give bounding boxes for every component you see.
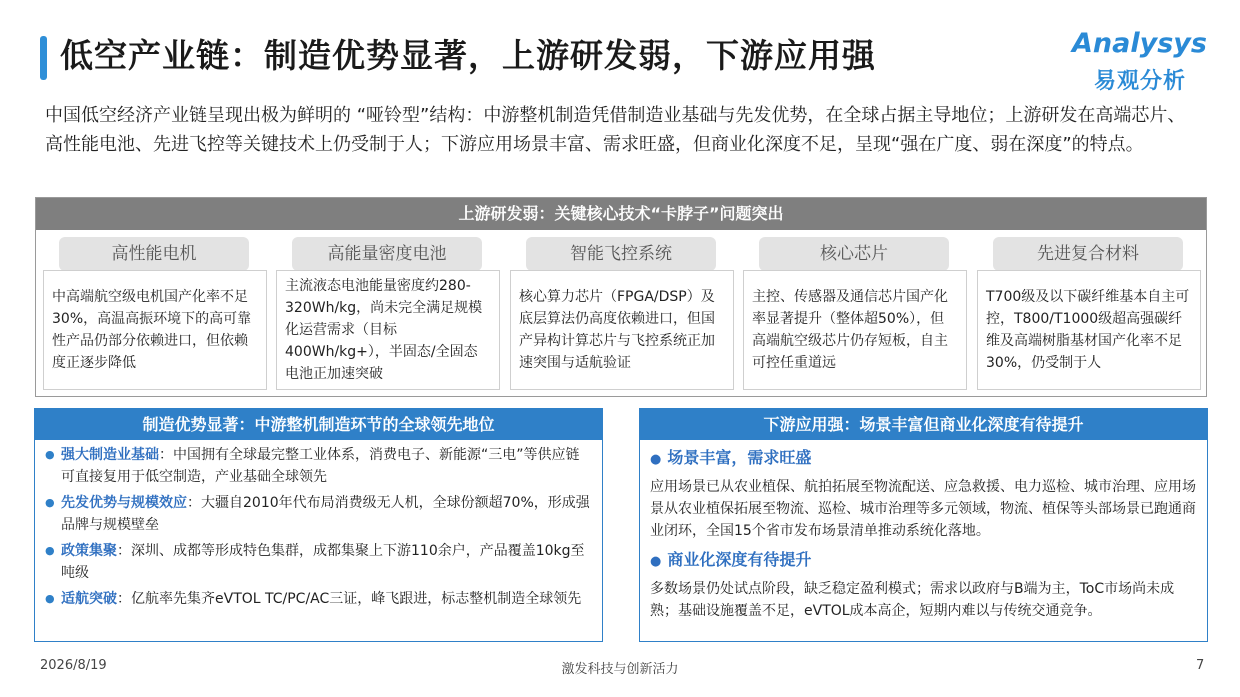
tab-high-energy-battery: 高能量密度电池 xyxy=(292,237,482,271)
card-text: 主控、传感器及通信芯片国产化率显著提升（整体超50%），但高端航空级芯片仍存短板，自主可控任重道远 xyxy=(752,289,948,371)
logo-chinese: 易观分析 xyxy=(1094,69,1187,94)
card-text: 中高端航空级电机国产化率不足30%，高温高振环境下的高可靠性产品仍部分依赖进口，但依赖度正逐步降低 xyxy=(52,289,252,371)
card-chip xyxy=(743,270,967,390)
upstream-section xyxy=(35,197,1207,397)
footer-date: 2026/8/19 xyxy=(40,658,107,673)
page-number: 7 xyxy=(1196,658,1205,673)
upstream-header: 上游研发弱：关键核心技术“卡脖子”问题突出 xyxy=(36,198,1206,230)
card-text: 核心算力芯片（FPGA/DSP）及底层算法仍高度依赖进口，但国产异构计算芯片与飞控系统正加速突围与适航验证 xyxy=(519,289,715,371)
list-item xyxy=(45,492,590,536)
midstream-bullets xyxy=(35,440,602,610)
title-accent-bar xyxy=(40,36,47,80)
logo-english: Analysys xyxy=(1072,28,1207,59)
midstream-panel xyxy=(34,408,603,642)
subheading-text: 商业化深度有待提升 xyxy=(667,550,812,569)
bullet-dot-icon: ● xyxy=(650,554,662,569)
bullet-key: 政策集聚 xyxy=(61,543,117,559)
footer-slogan: 激发科技与创新活力 xyxy=(561,662,679,677)
list-item xyxy=(45,540,590,584)
downstream-header: 下游应用强：场景丰富但商业化深度有待提升 xyxy=(640,409,1207,440)
bullet-text: ：大疆自2010年代布局消费级无人机，全球份额超70%，形成强品牌与规模壁垒 xyxy=(61,495,590,533)
card-materials xyxy=(977,270,1201,390)
subsection-body: 应用场景已从农业植保、航拍拓展至物流配送、应急救援、电力巡检、城市治理、应用场景从农业植保拓展至物流、巡检、城市治理等多元领域，物流、植保等头部场景已跑通商业闭环，全国15个省市发布场景清单推动系统化落地。 xyxy=(650,479,1196,539)
card-battery xyxy=(276,270,500,390)
tab-flight-control: 智能飞控系统 xyxy=(526,237,716,271)
bullet-text: ：亿航率先集齐eVTOL TC/PC/AC三证，峰飞跟进，标志整机制造全球领先 xyxy=(117,591,582,607)
midstream-header: 制造优势显著：中游整机制造环节的全球领先地位 xyxy=(35,409,602,440)
bullet-dot-icon: ● xyxy=(650,452,662,467)
subheading-rich-scenarios xyxy=(640,446,1207,472)
intro-paragraph: 中国低空经济产业链呈现出极为鲜明的 “哑铃型”结构：中游整机制造凭借制造业基础与先发优势，在全球占据主导地位；上游研发在高端芯片、高性能电池、先进飞控等关键技术上仍受制于人；下游应用场景丰富、需求旺盛，但商业化深度不足，呈现“强在广度、弱在深度”的特点。 xyxy=(45,105,1186,155)
bullet-key: 强大制造业基础 xyxy=(61,447,159,463)
downstream-panel xyxy=(639,408,1208,642)
page-title: 低空产业链：制造优势显著，上游研发弱，下游应用强 xyxy=(60,36,876,75)
subsection-body: 多数场景仍处试点阶段，缺乏稳定盈利模式；需求以政府与B端为主，ToC市场尚未成熟；基础设施覆盖不足，eVTOL成本高企，短期内难以与传统交通竞争。 xyxy=(650,581,1175,619)
subheading-commercial-depth xyxy=(640,548,1207,574)
card-text: 主流液态电池能量密度约280-320Wh/kg，尚未完全满足规模化运营需求（目标400Wh/kg+），半固态/全固态电池正加速突破 xyxy=(285,278,483,382)
tab-composite-materials: 先进复合材料 xyxy=(993,237,1183,271)
bullet-key: 适航突破 xyxy=(61,591,117,607)
tab-core-chip: 核心芯片 xyxy=(759,237,949,271)
bullet-text: ：中国拥有全球最完整工业体系，消费电子、新能源“三电”等供应链可直接复用于低空制造，产业基础全球领先 xyxy=(61,447,580,485)
bullet-key: 先发优势与规模效应 xyxy=(61,495,187,511)
card-text: T700级及以下碳纤维基本自主可控，T800/T1000级超高强碳纤维及高端树脂基材国产化率不足30%，仍受制于人 xyxy=(986,289,1190,371)
list-item xyxy=(45,444,590,488)
tab-high-performance-motor: 高性能电机 xyxy=(59,237,249,271)
list-item xyxy=(45,588,590,610)
card-flight-control xyxy=(510,270,734,390)
subheading-text: 场景丰富，需求旺盛 xyxy=(667,448,812,467)
bullet-text: ：深圳、成都等形成特色集群，成都集聚上下游110余户，产品覆盖10kg至吨级 xyxy=(61,543,585,581)
card-motor xyxy=(43,270,267,390)
analysys-logo xyxy=(1072,28,1212,94)
